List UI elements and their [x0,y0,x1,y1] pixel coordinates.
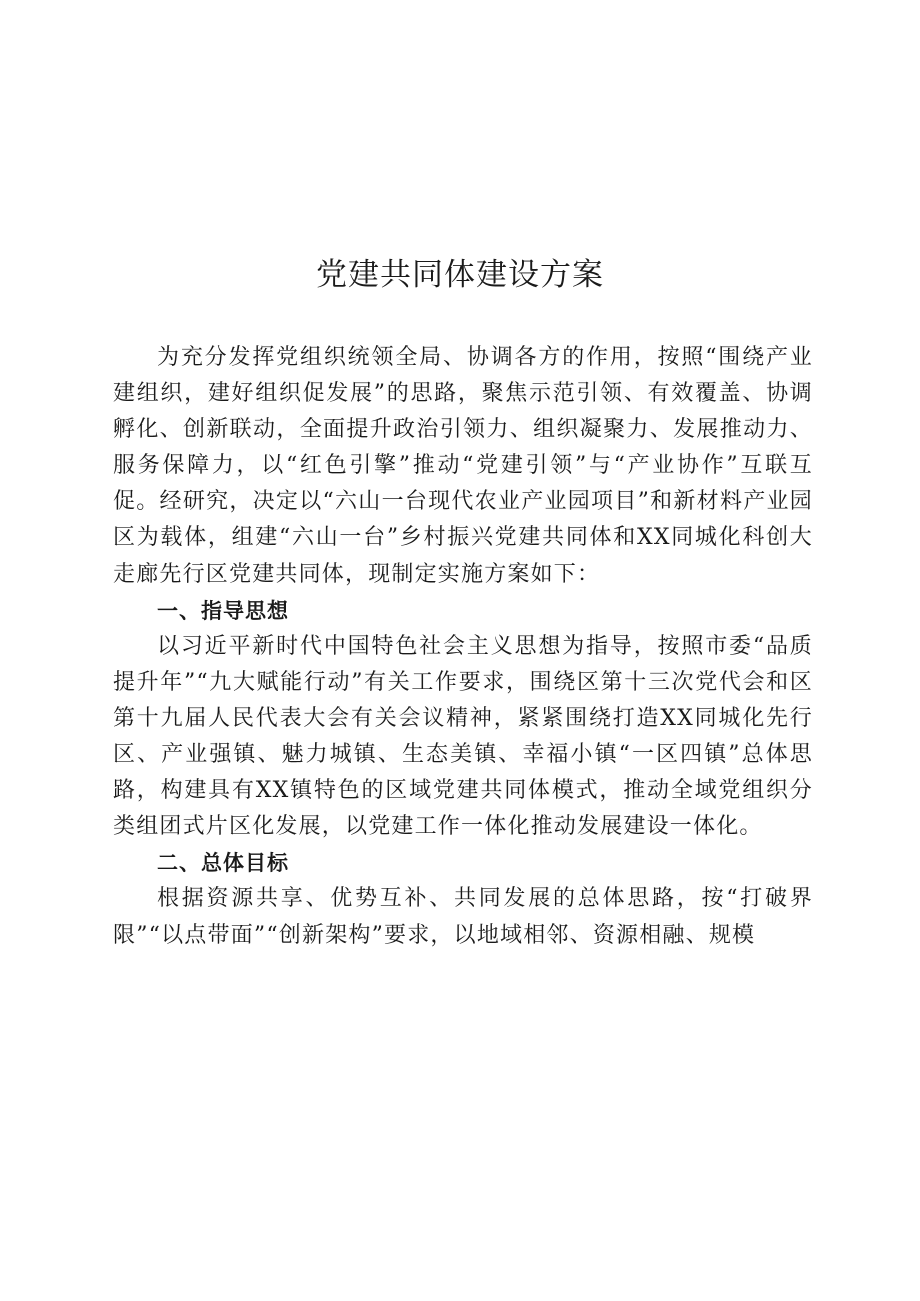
section-paragraph-guiding-ideology: 以习近平新时代中国特色社会主义思想为指导，按照市委“品质提升年”“九大赋能行动”有关工作要求，围绕区第十三次党代会和区第十九届人民代表大会有关会议精神，紧紧围绕打造XX同城化先行区、产业强镇、魅力城镇、生态美镇、幸福小镇“一区四镇”总体思路，构建具有XX镇特色的区域党建共同体模式，推动全域党组织分类组团式片区化发展，以党建工作一体化推动发展建设一体化。 [113,633,813,840]
intro-paragraph: 为充分发挥党组织统领全局、协调各方的作用，按照“围绕产业建组织，建好组织促发展”的思路，聚焦示范引领、有效覆盖、协调孵化、创新联动，全面提升政治引领力、组织凝聚力、发展推动力、服务保障力，以“红色引擎”推动“党建引领”与“产业协作”互联互促。经研究，决定以“六山一台现代农业产业园项目”和新材料产业园区为载体，组建“六山一台”乡村振兴党建共同体和XX同城化科创大走廊先行区党建共同体，现制定实施方案如下： [113,345,813,587]
section-paragraph-overall-goal: 根据资源共享、优势互补、共同发展的总体思路，按“打破界限”“以点带面”“创新架构”要求，以地域相邻、资源相融、规模 [113,886,813,948]
document-body [113,340,813,954]
section-heading-guiding-ideology: 一、指导思想 [157,598,289,623]
document-title: 党建共同体建设方案 [316,257,604,293]
section-heading-overall-goal: 二、总体目标 [157,851,289,876]
